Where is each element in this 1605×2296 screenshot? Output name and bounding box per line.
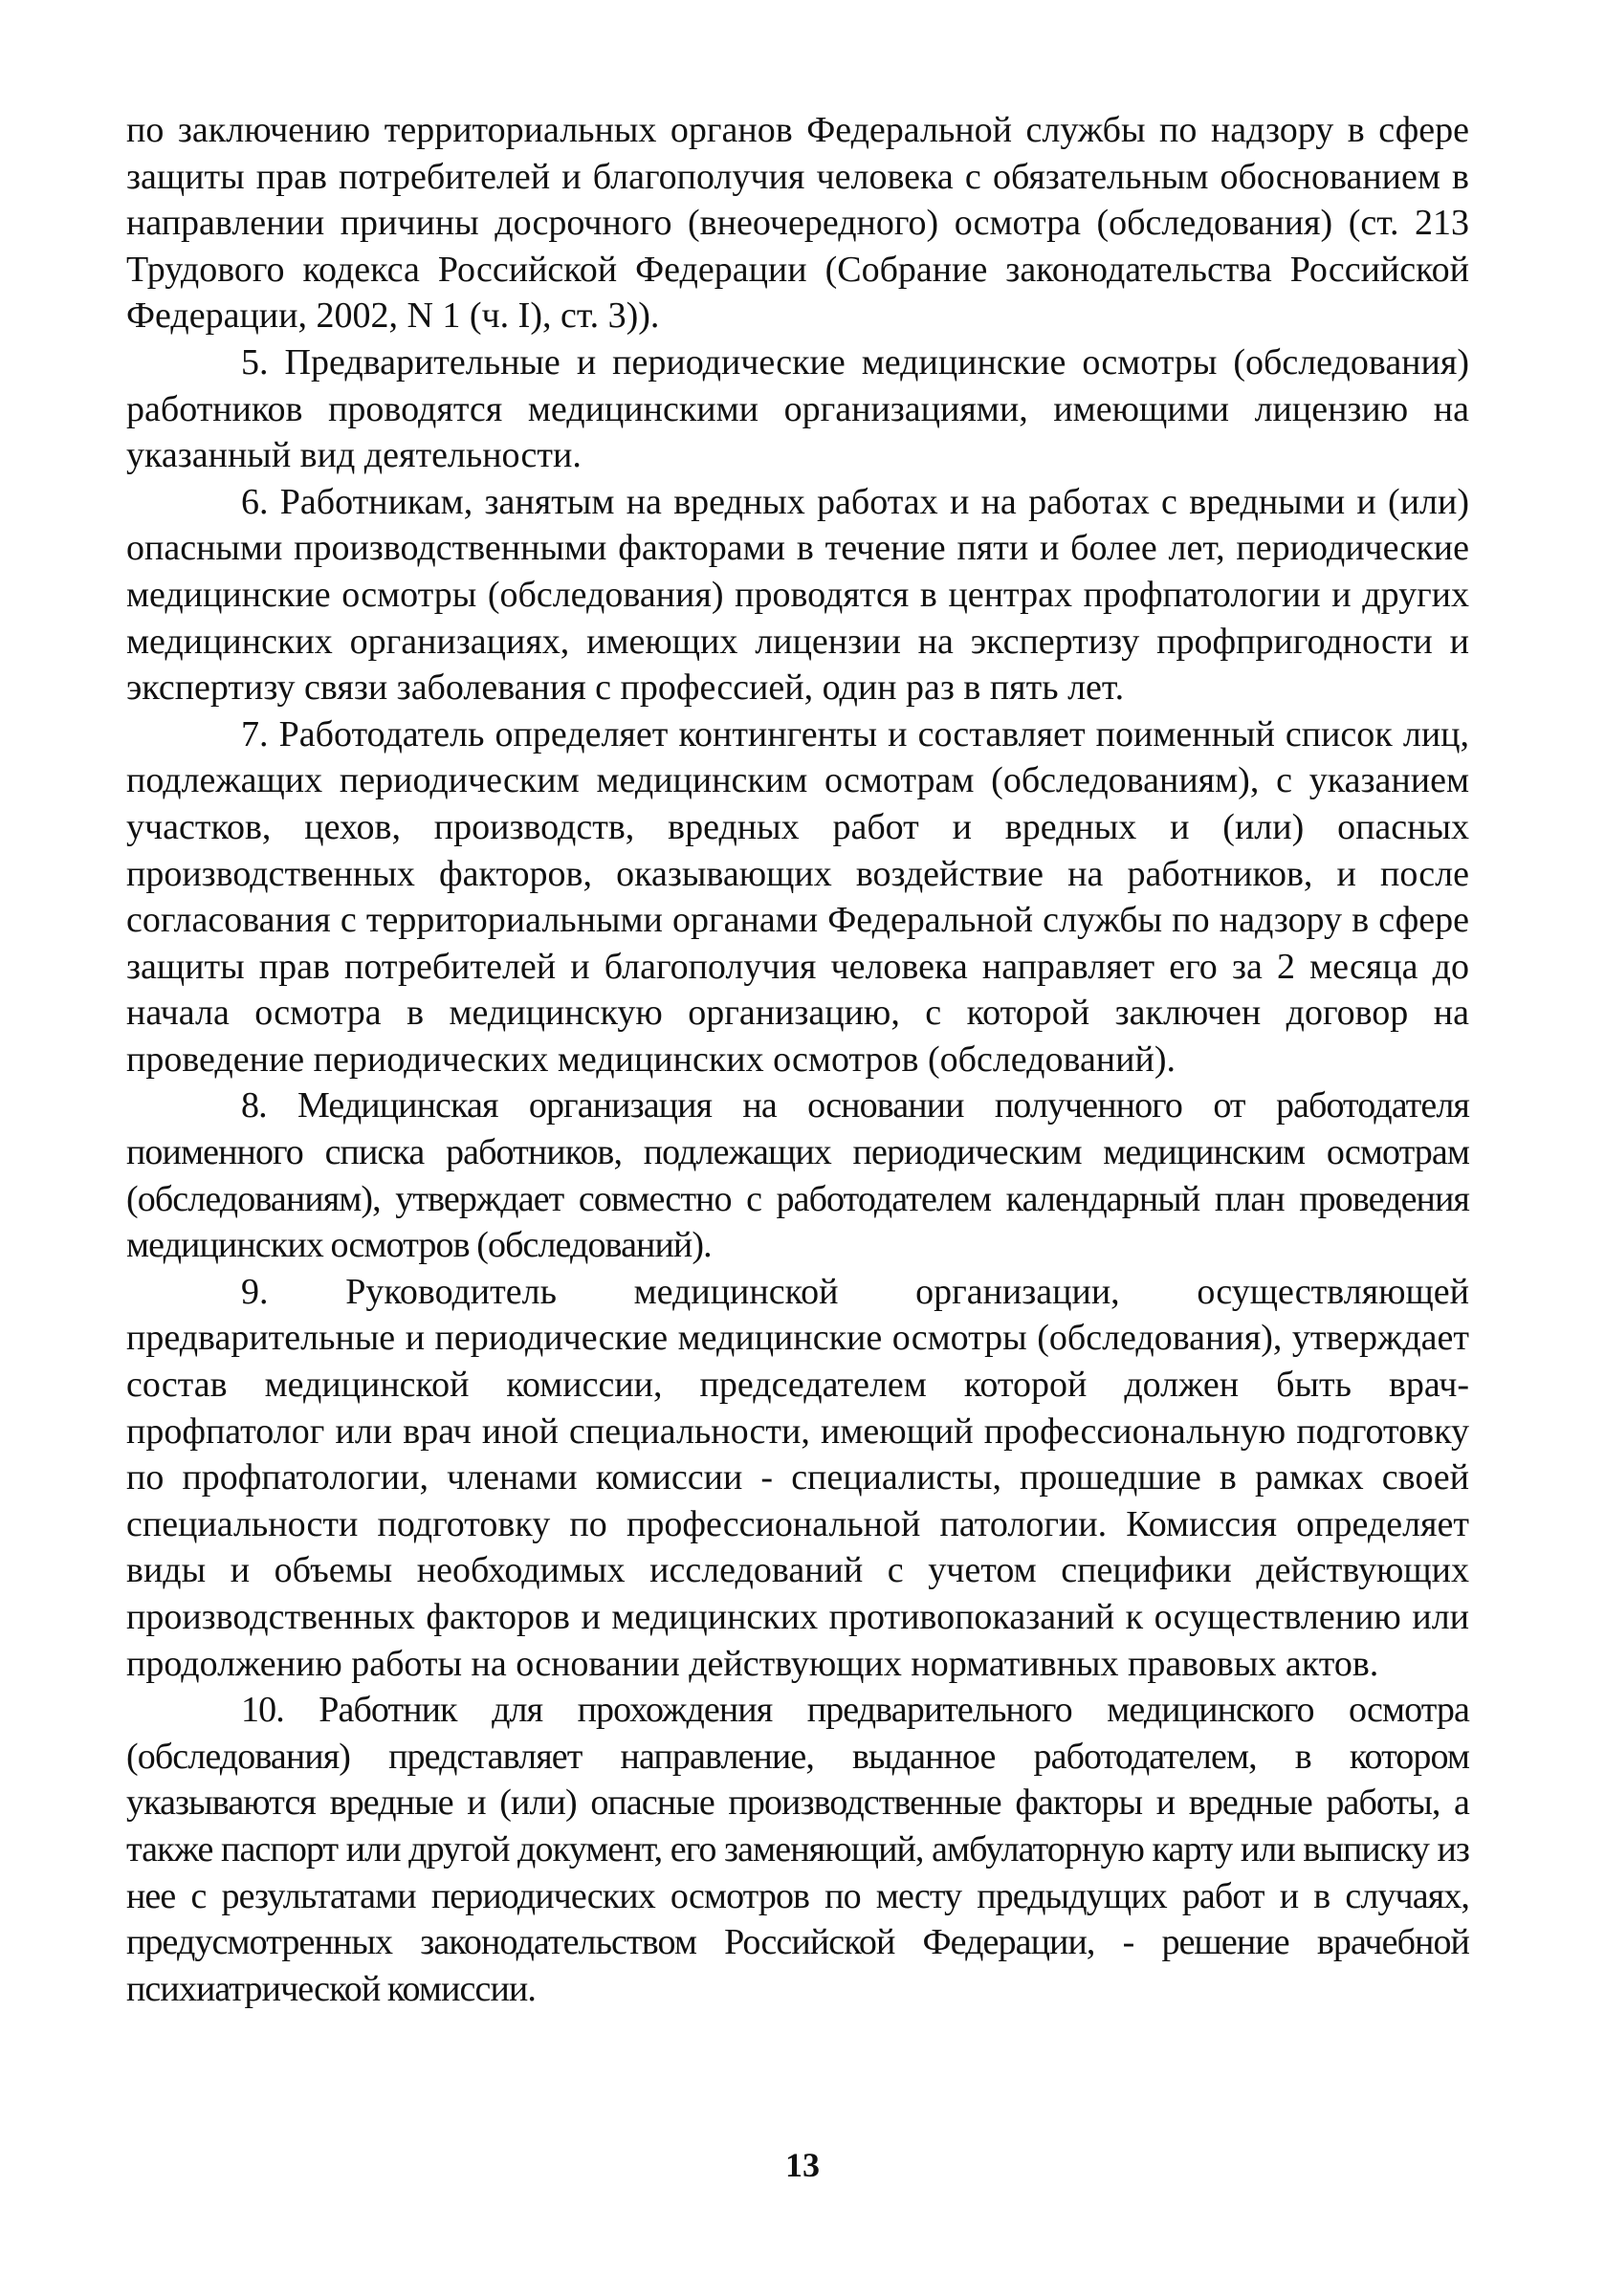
paragraph-7: 7. Работодатель определяет контингенты и составляет поименный список лиц, подлежащих периодическим медицинским осмотрам (обследованиям), с указанием участков, цехов, производств, вредных работ и вредных и (или) опасных производственных факторов, оказывающих воздействие на работников, и после согласования с территориальными органами Федеральной службы по надзору в сфере защиты прав потребителей и благополучия человека направляет его за 2 месяца до начала осмотра в медицинскую организацию, с которой заключен договор на проведение периодических медицинских осмотров (обследований). <box>126 713 1469 1080</box>
paragraph-10: 10. Работник для прохождения предварительного медицинского осмотра (обследования) представляет направление, выданное работодателем, в котором указываются вредные и (или) опасные производственные факторы и вредные работы, а также паспорт или другой документ, его заменяющий, амбулаторную карту или выписку из нее с результатами периодических осмотров по месту предыдущих работ и в случаях, предусмотренных законодательством Российской Федерации, - решение врачебной психиатрической комиссии. <box>126 1690 1469 2009</box>
body-text <box>126 107 1469 2012</box>
paragraph-5: 5. Предварительные и периодические медицинские осмотры (обследования) работников проводятся медицинскими организациями, имеющими лицензию на указанный вид деятельности. <box>126 341 1469 476</box>
paragraph-6: 6. Работникам, занятым на вредных работах и на работах с вредными и (или) опасными производственными факторами в течение пяти и более лет, периодические медицинские осмотры (обследования) проводятся в центрах профпатологии и других медицинских организациях, имеющих лицензии на экспертизу профпригодности и экспертизу связи заболевания с профессией, один раз в пять лет. <box>126 481 1469 709</box>
paragraph-9: 9. Руководитель медицинской организации, осуществляющей предварительные и периодические медицинские осмотры (обследования), утверждает состав медицинской комиссии, председателем которой должен быть врач-профпатолог или врач иной специальности, имеющий профессиональную подготовку по профпатологии, членами комиссии - специалисты, прошедшие в рамках своей специальности подготовку по профессиональной патологии. Комиссия определяет виды и объемы необходимых исследований с учетом специфики действующих производственных факторов и медицинских противопоказаний к осуществлению или продолжению работы на основании действующих нормативных правовых актов. <box>126 1271 1469 1684</box>
page-number: 13 <box>785 2146 820 2184</box>
paragraph-4-continuation: по заключению территориальных органов Федеральной службы по надзору в сфере защиты прав потребителей и благополучия человека с обязательным обоснованием в направлении причины досрочного (внеочередного) осмотра (обследования) (ст. 213 Трудового кодекса Российской Федерации (Собрание законодательства Российской Федерации, 2002, N 1 (ч. I), ст. 3)). <box>126 110 1469 337</box>
paragraph-8: 8. Медицинская организация на основании полученного от работодателя поименного списка работников, подлежащих периодическим медицинским осмотрам (обследованиям), утверждает совместно с работодателем календарный план проведения медицинских осмотров (обследований). <box>126 1085 1469 1266</box>
